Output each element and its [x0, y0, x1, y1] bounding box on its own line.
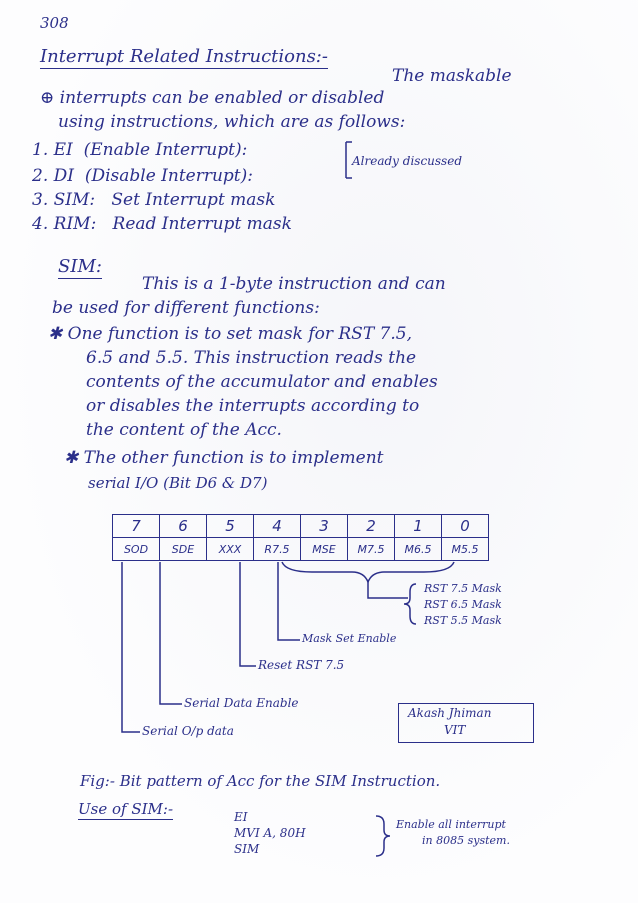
bit-name-cell: M5.5 — [442, 538, 489, 561]
asterisk-icon: ✱ — [64, 448, 84, 468]
code-note-line-2: in 8085 system. — [422, 834, 510, 847]
bit-name-cell: M6.5 — [395, 538, 442, 561]
bit-name-row — [113, 538, 489, 561]
intro-line-2: ⊕ interrupts can be enabled or disabled — [40, 88, 385, 108]
code-line: MVI A, 80H — [234, 826, 306, 840]
already-discussed-note: Already discussed — [352, 154, 462, 168]
intro-line-1: The maskable — [392, 66, 512, 86]
mask-label: RST 6.5 Mask — [424, 598, 502, 611]
author-institute: VIT — [444, 723, 466, 737]
bullet-1-line-2: 6.5 and 5.5. This instruction reads the — [86, 348, 417, 368]
code-line: EI — [234, 810, 248, 824]
mask-label: RST 5.5 Mask — [424, 614, 502, 627]
asterisk-icon: ✱ — [48, 324, 68, 344]
bit-number-row — [113, 515, 489, 538]
list-item: 1. EI (Enable Interrupt): — [32, 140, 248, 160]
mask-label: RST 7.5 Mask — [424, 582, 502, 595]
bit-number-cell: 1 — [395, 515, 442, 538]
bit-name-cell: SDE — [160, 538, 207, 561]
author-name: Akash Jhiman — [408, 706, 492, 720]
bullet-icon: ⊕ — [40, 88, 60, 108]
bit-number-cell: 2 — [348, 515, 395, 538]
bullet-1-line-1: ✱ One function is to set mask for RST 7.5, — [48, 324, 412, 344]
page-number: 308 — [40, 14, 69, 32]
code-note-line-1: Enable all interrupt — [396, 818, 506, 831]
bit-pattern-table — [112, 514, 489, 561]
code-line: SIM — [234, 842, 260, 856]
bit-name-cell: SOD — [113, 538, 160, 561]
sde-label: Serial Data Enable — [184, 696, 299, 710]
bit-number-cell: 6 — [160, 515, 207, 538]
bit-number-cell: 7 — [113, 515, 160, 538]
reset-label: Reset RST 7.5 — [258, 658, 345, 672]
bit-name-cell: M7.5 — [348, 538, 395, 561]
bullet-2-line-1: ✱ The other function is to implement — [64, 448, 384, 468]
bullet-1-line-3: contents of the accumulator and enables — [86, 372, 438, 392]
list-item: 3. SIM: Set Interrupt mask — [32, 190, 276, 210]
mse-label: Mask Set Enable — [302, 632, 397, 645]
bullet-1-line-5: the content of the Acc. — [86, 420, 282, 440]
bit-name-cell: XXX — [207, 538, 254, 561]
sim-heading: SIM: — [58, 256, 102, 277]
bit-number-cell: 3 — [301, 515, 348, 538]
use-of-sim-heading: Use of SIM:- — [78, 800, 174, 818]
sod-label: Serial O/p data — [142, 724, 234, 738]
bullet-2-line-2: serial I/O (Bit D6 & D7) — [88, 474, 268, 492]
bit-name-cell: MSE — [301, 538, 348, 561]
bullet-1-line-4: or disables the interrupts according to — [86, 396, 420, 416]
figure-caption: Fig:- Bit pattern of Acc for the SIM Instruction. — [80, 772, 441, 790]
sim-line-1: This is a 1-byte instruction and can — [142, 274, 446, 294]
sim-line-2: be used for different functions: — [52, 298, 320, 318]
bit-number-cell: 4 — [254, 515, 301, 538]
bit-name-cell: R7.5 — [254, 538, 301, 561]
list-item: 4. RIM: Read Interrupt mask — [32, 214, 292, 234]
bit-number-cell: 0 — [442, 515, 489, 538]
intro-line-3: using instructions, which are as follows: — [58, 112, 406, 132]
list-item: 2. DI (Disable Interrupt): — [32, 166, 253, 186]
bit-number-cell: 5 — [207, 515, 254, 538]
section-heading: Interrupt Related Instructions:- — [40, 46, 328, 67]
